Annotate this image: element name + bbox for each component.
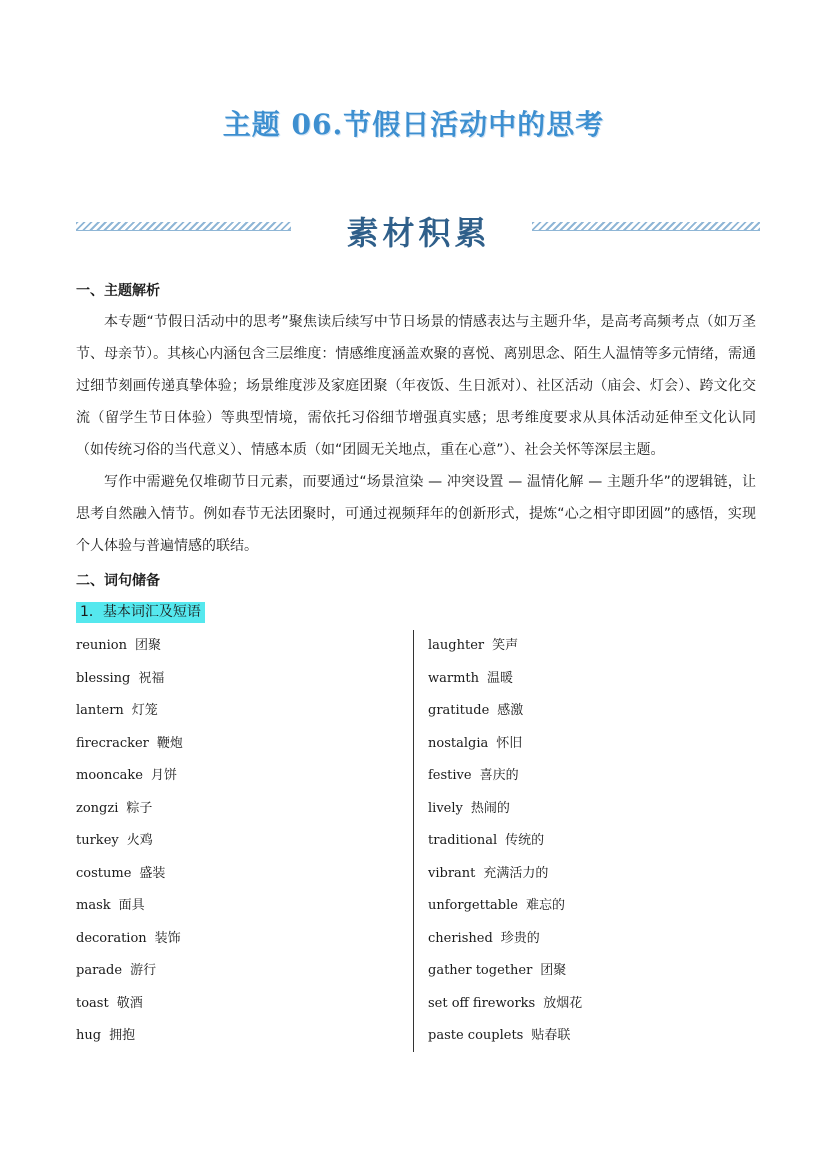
vocab-english: set off fireworks	[428, 995, 536, 1011]
vocab-english: mask	[76, 898, 111, 913]
vocab-chinese: 热闹的	[470, 800, 510, 816]
vocab-item	[76, 927, 376, 960]
vocab-item	[76, 634, 376, 667]
vocab-item	[76, 1024, 376, 1057]
vocab-english: turkey	[76, 833, 119, 848]
vocab-chinese: 面具	[118, 898, 145, 913]
vocab-item	[76, 959, 376, 992]
section-heading-theme-analysis: 一、主题解析	[76, 283, 160, 299]
vocab-item	[428, 667, 728, 700]
vocabulary-subheading: 1．基本词汇及短语	[76, 602, 205, 623]
vocab-chinese: 难忘的	[525, 898, 565, 913]
vocab-chinese: 感激	[497, 703, 524, 718]
vocab-item	[428, 959, 728, 992]
vocab-english: vibrant	[428, 865, 476, 881]
vocab-item	[76, 667, 376, 700]
vocab-english: warmth	[428, 670, 480, 686]
vocab-chinese: 珍贵的	[500, 930, 540, 946]
column-divider	[413, 630, 414, 1052]
vocab-english: nostalgia	[428, 735, 489, 751]
banner-stripe-left	[76, 222, 291, 231]
vocab-english: firecracker	[76, 735, 149, 751]
vocab-item	[76, 894, 376, 927]
vocab-chinese: 怀旧	[496, 735, 523, 751]
vocab-english: unforgettable	[428, 898, 518, 913]
vocab-english: paste couplets	[428, 1028, 524, 1043]
vocab-item	[428, 862, 728, 895]
vocab-item	[76, 992, 376, 1025]
vocab-chinese: 团聚	[135, 638, 162, 653]
vocab-chinese: 月饼	[150, 768, 177, 783]
vocab-item	[428, 797, 728, 830]
vocab-english: zongzi	[76, 800, 119, 816]
vocabulary-column-right	[428, 634, 728, 1057]
vocab-chinese: 笑声	[492, 638, 519, 653]
vocab-english: cherished	[428, 930, 493, 946]
vocab-english: costume	[76, 865, 132, 881]
vocab-english: blessing	[76, 670, 131, 686]
vocab-english: gratitude	[428, 703, 490, 718]
vocabulary-column-left	[76, 634, 376, 1057]
vocab-item	[76, 732, 376, 765]
vocab-english: hug	[76, 1028, 102, 1043]
banner-title: 素材积累	[346, 214, 491, 252]
vocab-chinese: 放烟花	[543, 995, 583, 1011]
vocab-item	[428, 829, 728, 862]
vocab-chinese: 鞭炮	[156, 735, 183, 751]
vocab-chinese: 拥抱	[109, 1028, 136, 1043]
banner-stripe-right	[532, 222, 760, 231]
vocab-chinese: 游行	[130, 963, 157, 978]
vocab-item	[428, 894, 728, 927]
vocab-item	[76, 862, 376, 895]
paragraph-2: 写作中需避免仅堆砌节日元素，而要通过“场景渲染 — 冲突设置 — 温情化解 — 主题升华”的逻辑链，让思考自然融入情节。例如春节无法团聚时，可通过视频拜年的创新形式，提炼“心之相守即团圆”的感悟，实现个人体验与普遍情感的联结。	[76, 474, 756, 554]
vocab-item	[428, 732, 728, 765]
vocab-chinese: 灯笼	[131, 703, 158, 718]
vocab-item	[428, 992, 728, 1025]
vocab-item	[428, 1024, 728, 1057]
vocab-chinese: 火鸡	[126, 833, 153, 848]
section-banner	[76, 208, 760, 258]
vocab-item	[76, 764, 376, 797]
section-heading-vocabulary: 二、词句储备	[76, 573, 160, 589]
vocab-chinese: 盛装	[139, 865, 166, 881]
paragraph-1: 本专题“节假日活动中的思考”聚焦读后续写中节日场景的情感表达与主题升华，是高考高频考点（如万圣节、母亲节）。其核心内涵包含三层维度：情感维度涵盖欢聚的喜悦、离别思念、陌生人温情等多元情绪，需通过细节刻画传递真挚体验；场景维度涉及家庭团聚（年夜饭、生日派对）、社区活动（庙会、灯会）、跨文化交流（留学生节日体验）等典型情境，需依托习俗细节增强真实感；思考维度要求从具体活动延伸至文化认同（如传统习俗的当代意义）、情感本质（如“团圆无关地点，重在心意”）、社会关怀等深层主题。	[76, 314, 756, 458]
vocab-chinese: 敬酒	[116, 995, 143, 1011]
vocab-english: lively	[428, 800, 463, 816]
vocab-english: decoration	[76, 930, 147, 946]
vocab-item	[428, 927, 728, 960]
vocab-chinese: 团聚	[540, 963, 567, 978]
vocab-english: festive	[428, 768, 472, 783]
vocab-item	[76, 699, 376, 732]
vocab-english: toast	[76, 995, 109, 1011]
vocab-chinese: 贴春联	[531, 1028, 571, 1043]
vocab-chinese: 装饰	[154, 930, 181, 946]
vocab-english: gather together	[428, 963, 533, 978]
vocab-english: mooncake	[76, 768, 143, 783]
vocab-english: reunion	[76, 638, 128, 653]
vocab-english: traditional	[428, 833, 498, 848]
vocab-chinese: 温暖	[487, 670, 514, 686]
vocab-item	[428, 764, 728, 797]
vocab-item	[428, 699, 728, 732]
page-title: 主题 06.节假日活动中的思考	[222, 108, 605, 141]
vocab-chinese: 传统的	[505, 833, 545, 848]
vocab-chinese: 祝福	[138, 670, 165, 686]
vocab-english: laughter	[428, 638, 485, 653]
vocab-english: lantern	[76, 703, 124, 718]
vocab-chinese: 粽子	[126, 800, 153, 816]
vocab-chinese: 充满活力的	[483, 865, 549, 881]
vocab-chinese: 喜庆的	[479, 768, 519, 783]
vocab-item	[76, 797, 376, 830]
vocab-item	[76, 829, 376, 862]
vocab-english: parade	[76, 963, 123, 978]
vocab-item	[428, 634, 728, 667]
